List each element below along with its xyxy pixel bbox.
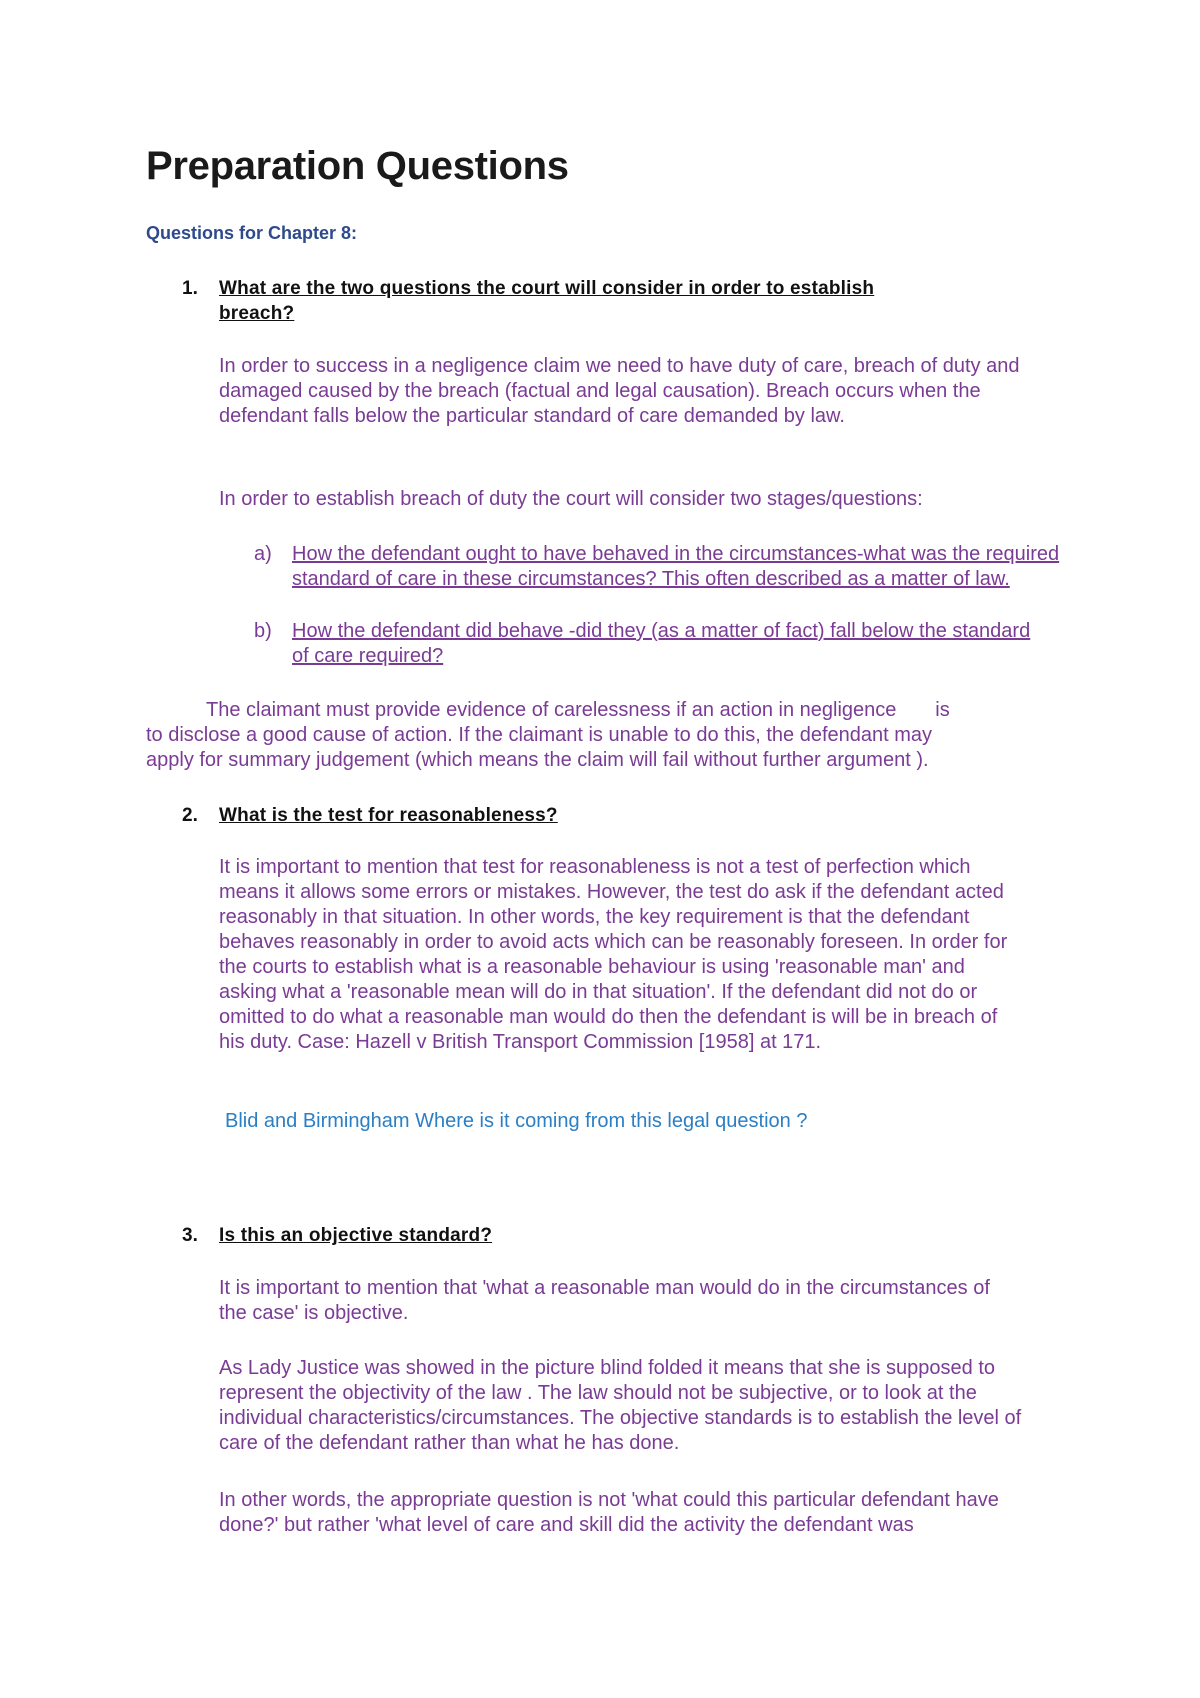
sub-item-b: [146, 619, 1036, 669]
answer-1-closing: [146, 698, 1106, 773]
question-number: 3.: [182, 1225, 198, 1246]
closing-line: to disclose a good cause of action. If the claimant is unable to do this, the defendant may: [146, 724, 933, 746]
answer-paragraph: As Lady Justice was showed in the picture blind folded it means that she is supposed to represent the objectivity of the law . The law should not be subjective, or to look at the individual characteristics/circumstances. The objective standards is to establish the level of care of the defendant rather than what he has done.: [219, 1357, 1022, 1454]
answer-1-paragraph-2: [146, 487, 1076, 512]
sub-question-b: [254, 619, 1036, 669]
reviewer-note: Blid and Birmingham Where is it coming from this legal question ?: [225, 1110, 808, 1132]
answer-paragraph: In other words, the appropriate question is not 'what could this particular defendant have done?' but rather 'what level of care and skill did the activity the defendant was: [219, 1489, 999, 1536]
sub-item-text: How the defendant did behave -did they (as a matter of fact) fall below the standard of care required?: [292, 620, 1031, 667]
closing-paragraph: [146, 698, 1106, 773]
question-1: [146, 276, 1076, 326]
answer-3-paragraph-1: [146, 1276, 1014, 1326]
answer-paragraph: It is important to mention that 'what a reasonable man would do in the circumstances of the case' is objective.: [219, 1277, 990, 1324]
question-number: 2.: [182, 805, 198, 826]
answer-2-note: [146, 1109, 1076, 1134]
closing-line: apply for summary judgement (which means the claim will fail without further argument ).: [146, 749, 929, 771]
page-title: Preparation Questions: [146, 144, 569, 188]
sub-item-label: a): [254, 543, 272, 565]
chapter-subtitle: Questions for Chapter 8:: [146, 223, 358, 243]
answer-paragraph: It is important to mention that test for reasonableness is not a test of perfection which means it allows some errors or mistakes. However, the test do ask if the defendant acted reasonably in that situation. In other words, the key requirement is that the defendant behaves reasonably in order to avoid acts which can be reasonably foreseen. In order for the courts to establish what is a reasonable behaviour is using 'reasonable man' and asking what a 'reasonable mean will do in that situation'. If the defendant did not do or omitted to do what a reasonable man would do then the defendant is will be in breach of his duty. Case: Hazell v British Transport Commission [1958] at 171.: [219, 856, 1008, 1053]
closing-line: The claimant must provide evidence of carelessness if an action in negligence is: [206, 699, 950, 721]
question-text: Is this an objective standard?: [219, 1225, 493, 1246]
sub-item-text: How the defendant ought to have behaved in the circumstances-what was the required standard of care in these circumstances? This often described as a matter of law.: [292, 543, 1060, 590]
question-text: What is the test for reasonableness?: [219, 805, 558, 826]
question-line: breach?: [219, 303, 295, 324]
question-3: [146, 1223, 1076, 1248]
question-text: [219, 276, 1076, 326]
sub-question-a: [254, 542, 1066, 592]
answer-3-paragraph-3: [146, 1488, 1026, 1538]
answer-paragraph: In order to success in a negligence claim we need to have duty of care, breach of duty and damaged caused by the breach (factual and legal causation). Breach occurs when the defendant falls below the particular standard of care demanded by law.: [219, 355, 1020, 427]
sub-item-a: [146, 542, 1066, 592]
question-line: What are the two questions the court will consider in order to establish: [219, 278, 875, 299]
answer-3-paragraph-2: [146, 1356, 1026, 1456]
answer-2: [146, 855, 1024, 1055]
question-2: [146, 803, 1076, 828]
sub-item-label: b): [254, 620, 272, 642]
answer-1-paragraph-1: [146, 354, 1020, 429]
answer-paragraph: In order to establish breach of duty the court will consider two stages/questions:: [219, 488, 923, 510]
question-number: 1.: [182, 278, 198, 299]
